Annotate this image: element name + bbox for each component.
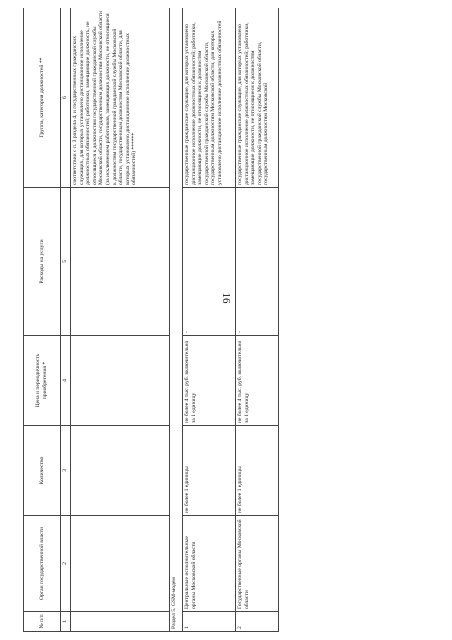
rotated-page-area [23, 8, 435, 632]
column-number: 6 [61, 8, 71, 188]
cell-services: - [183, 188, 236, 336]
cell-quantity [71, 426, 170, 516]
cell-num [71, 612, 170, 632]
landscape-content [23, 8, 435, 632]
table-row [183, 8, 236, 632]
table-row [236, 8, 279, 632]
column-number: 3 [61, 426, 71, 516]
cell-group: соответствии с п. 3 раздела 4, и государственных гражданских служащих, для которых установлено дистанционное исполнение должностных обязанностей; работники, замещающие должность, не относящиеся к должностям государственной гражданской службы Московской области, государственным должностям Московской области (за исключением работников, замещающих должности, не относящиеся к должностям государственной гражданской службы Московской области, государственным должностям Московской области, для которых установлено дистанционное исполнение должностных обязанностей) ****** [71, 8, 170, 188]
column-number: 4 [61, 336, 71, 426]
cell-services: - [236, 188, 279, 336]
header-group: Группа, категория должностей ** [24, 8, 61, 188]
cell-group: государственные гражданские служащие, для которых установлено дистанционное исполнение должностных обязанностей; работники, замещающие должности, не относящиеся к должностям государственной гражданской службы Московской области, государственным должностям Московской [236, 8, 279, 188]
column-number: 5 [61, 188, 71, 336]
header-organ: Орган государственной власти [24, 516, 61, 612]
cell-organ [71, 516, 170, 612]
table-row [71, 8, 170, 632]
header-price: Цена и периодичность приобретения * [24, 336, 61, 426]
column-number: 2 [61, 516, 71, 612]
column-number-row [61, 8, 71, 632]
cell-group: государственные гражданские служащие, для которых установлено дистанционное исполнение должностных обязанностей; работники, замещающие должности, не относящиеся к должностям государственной гражданской службы Московской области, государственным должностям Московской области, для которых установлено дистанционное исполнение должностных обязанностей [183, 8, 236, 188]
cell-price [71, 336, 170, 426]
cell-price: не более 4 тыс. руб. включительно за 1 единицу [183, 336, 236, 426]
table-header-row [24, 8, 61, 632]
header-num: № п/п [24, 612, 61, 632]
column-number: 1 [61, 612, 71, 632]
cell-quantity: не более 1 единицы [183, 426, 236, 516]
header-services: Расходы на услуги [24, 188, 61, 336]
header-quantity: Количество [24, 426, 61, 516]
cell-num: 1 [183, 612, 236, 632]
page-number: 16 [220, 292, 232, 304]
section-row [170, 8, 183, 632]
cell-organ: Государственные органы Московской области [236, 516, 279, 612]
section-title: Раздел 5. GSM-модем [170, 8, 183, 632]
cell-num: 2 [236, 612, 279, 632]
standards-table [23, 8, 279, 632]
cell-organ: Центральные исполнительные органы Московской области [183, 516, 236, 612]
cell-quantity: не более 1 единицы [236, 426, 279, 516]
cell-services [71, 188, 170, 336]
cell-price: не более 4 тыс. руб. включительно за 1 единицу [236, 336, 279, 426]
